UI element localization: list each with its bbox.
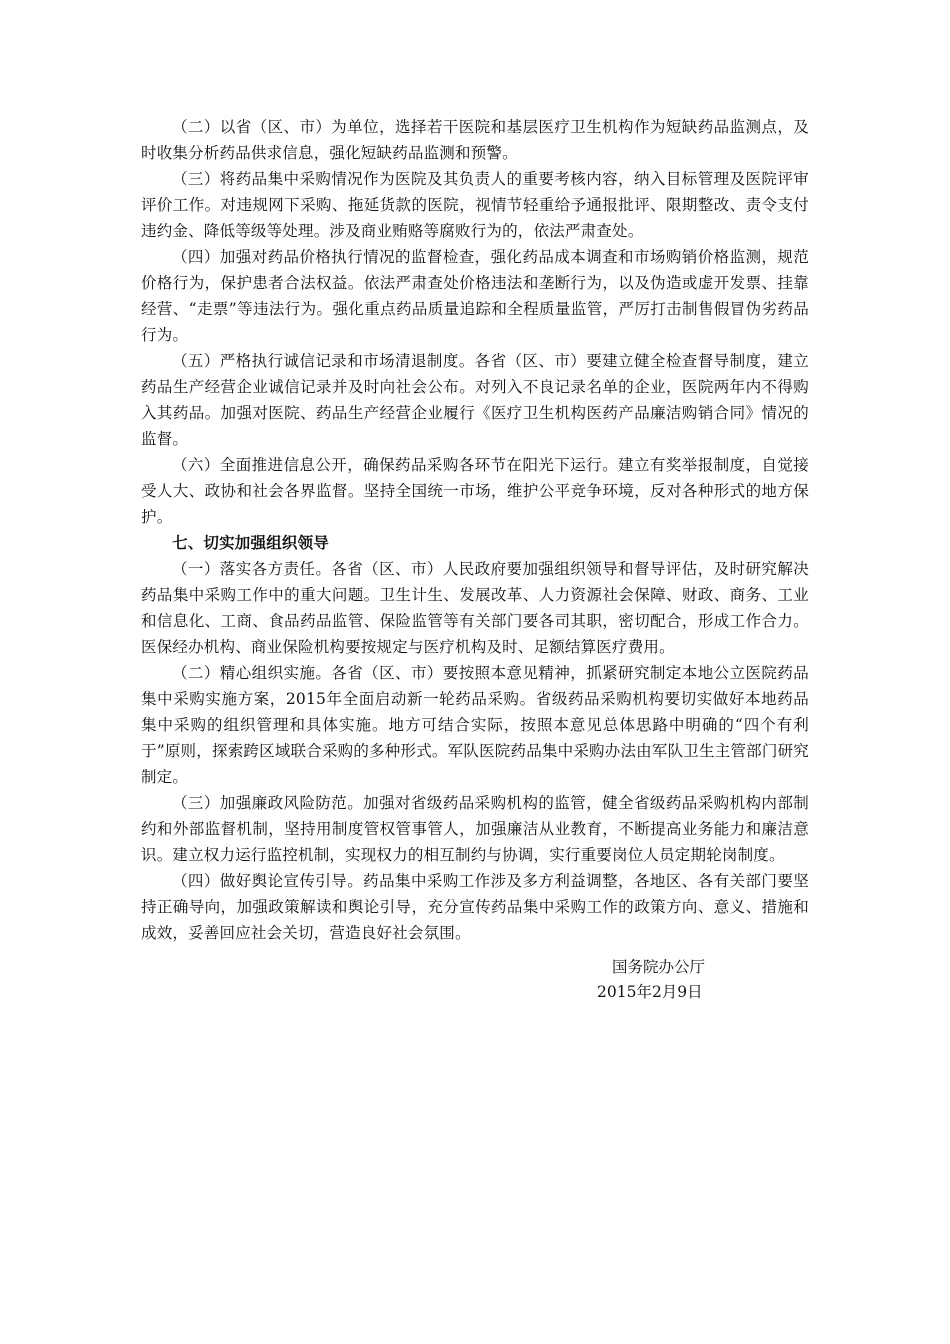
paragraph-4: （四）加强对药品价格执行情况的监督检查，强化药品成本调查和市场购销价格监测，规范价格行为，保护患者合法权益。依法严肃查处价格违法和垄断行为，以及伪造或虚开发票、挂靠经营、“走票”等违法行为。强化重点药品质量追踪和全程质量监管，严厉打击制售假冒伪劣药品行为。 <box>141 248 809 344</box>
section-paragraph-1: （一）落实各方责任。各省（区、市）人民政府要加强组织领导和督导评估，及时研究解决药品集中采购工作中的重大问题。卫生计生、发展改革、人力资源社会保障、财政、商务、工业和信息化、工商、食品药品监管、保险监管等有关部门要各司其职，密切配合，形成工作合力。医保经办机构、商业保险机构要按规定与医疗机构及时、足额结算医疗费用。 <box>141 560 809 656</box>
paragraph-3: （三）将药品集中采购情况作为医院及其负责人的重要考核内容，纳入目标管理及医院评审评价工作。对违规网下采购、拖延货款的医院，视情节轻重给予通报批评、限期整改、责令支付违约金、降低等级等处理。涉及商业贿赂等腐败行为的，依法严肃查处。 <box>141 170 809 240</box>
section-paragraph-2: （二）精心组织实施。各省（区、市）要按照本意见精神，抓紧研究制定本地公立医院药品集中采购实施方案，2015年全面启动新一轮药品采购。省级药品采购机构要切实做好本地药品集中采购的组织管理和具体实施。地方可结合实际，按照本意见总体思路中明确的“四个有利于”原则，探索跨区域联合采购的多种形式。军队医院药品集中采购办法由军队卫生主管部门研究制定。 <box>141 664 809 786</box>
section-paragraph-4: （四）做好舆论宣传引导。药品集中采购工作涉及多方利益调整，各地区、各有关部门要坚持正确导向，加强政策解读和舆论引导，充分宣传药品集中采购工作的政策方向、意义、措施和成效，妥善回应社会关切，营造良好社会氛围。 <box>141 872 809 942</box>
paragraph-5: （五）严格执行诚信记录和市场清退制度。各省（区、市）要建立健全检查督导制度，建立药品生产经营企业诚信记录并及时向社会公布。对列入不良记录名单的企业，医院两年内不得购入其药品。加强对医院、药品生产经营企业履行《医疗卫生机构医药产品廉洁购销合同》情况的监督。 <box>141 352 809 448</box>
section-paragraph-3: （三）加强廉政风险防范。加强对省级药品采购机构的监管，健全省级药品采购机构内部制约和外部监督机制，坚持用制度管权管事管人，加强廉洁从业教育，不断提高业务能力和廉洁意识。建立权力运行监控机制，实现权力的相互制约与协调，实行重要岗位人员定期轮岗制度。 <box>141 794 809 864</box>
section-heading: 七、切实加强组织领导 <box>172 534 330 552</box>
document-body <box>141 114 809 946</box>
signature-date: 2015年2月9日 <box>597 983 703 1001</box>
paragraph-6: （六）全面推进信息公开，确保药品采购各环节在阳光下运行。建立有奖举报制度，自觉接受人大、政协和社会各界监督。坚持全国统一市场，维护公平竞争环境，反对各种形式的地方保护。 <box>141 456 809 526</box>
signature-organization: 国务院办公厅 <box>612 958 706 976</box>
paragraph-2: （二）以省（区、市）为单位，选择若干医院和基层医疗卫生机构作为短缺药品监测点，及时收集分析药品供求信息，强化短缺药品监测和预警。 <box>141 118 809 162</box>
